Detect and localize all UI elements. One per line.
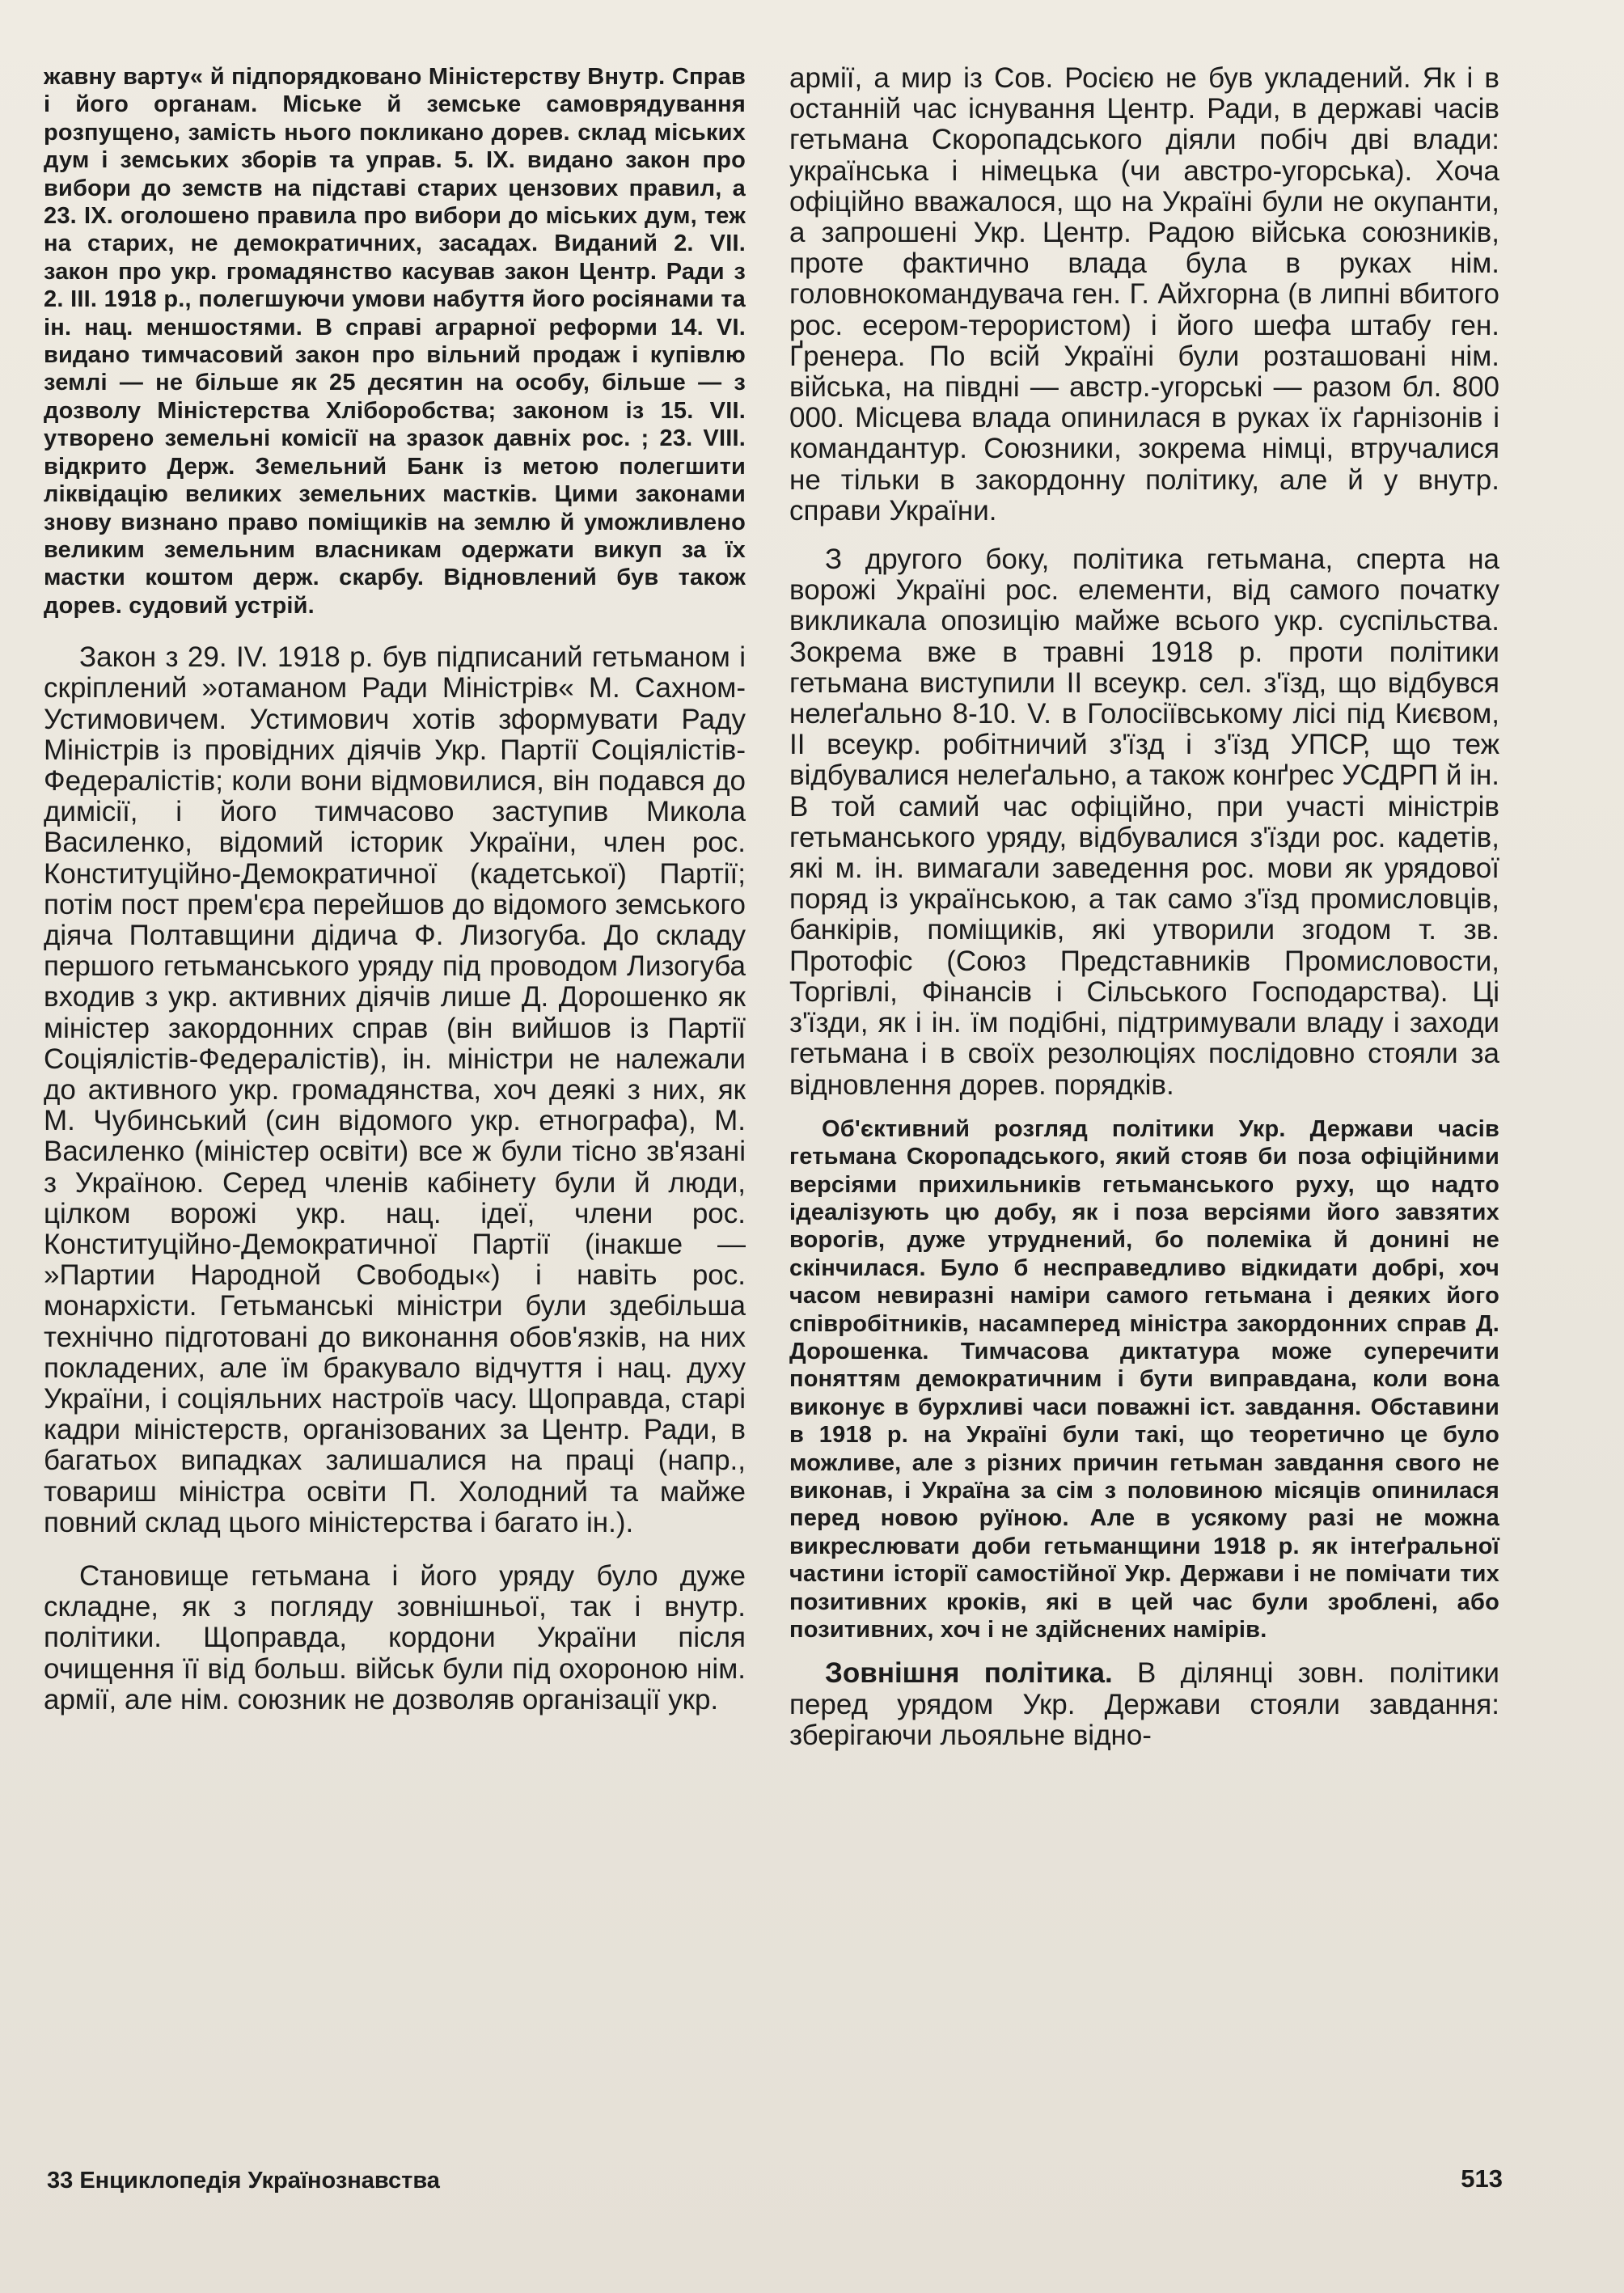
right-paragraph-3: Об'єктивний розгляд політики Укр. Держави часів гетьмана Скоропадського, який стояв би поза офіційними версіями прихильників гетьманського руху, що надто ідеалізують цю добу, як і поза версіями його завзятих ворогів, дуже утруднений, бо полеміка й донині не скінчилася. Було б несправедливо відкидати добрі, хоч часом невиразні наміри самого гетьмана і деяких його співробітників, насамперед міністра закордонних справ Д. Дорошенка. Тимчасова диктатура може суперечити поняттям демократичним і бути виправдана, коли вона виконує в бурхливі часи поважні іст. завдання. Обставини в 1918 р. на Україні були такі, що теоретично це було можливе, але з різних причин гетьман завдання свого не виконав, і Україна за сім з половиною місяців опинилася перед новою руїною. Але в усякому разі не можна викреслювати доби гетьманщини 1918 р. як інтеґральної частини історії самостійної Укр. Держави і не помічати тих позитивних кроків, які в цей час були зроблені, або позитивних, хоч і не здійснених намірів. <box>789 1115 1499 1644</box>
section-heading-foreign-policy: Зовнішня політика. <box>825 1657 1113 1690</box>
left-paragraph-2: Закон з 29. IV. 1918 р. був підписаний гетьманом і скріплений »отаманом Ради Міністрів« М. Сахном-Устимовичем. Устимович хотів зформувати Раду Міністрів із провідних діячів Укр. Партії Соціялістів-Федералістів; коли вони відмовилися, він подався до димісії, і його тимчасово заступив Микола Василенко, відомий історик України, член рос. Конституційно-Демократичної (кадетської) Партії; потім пост прем'єра перейшов до відомого земського діяча Полтавщини дідича Ф. Лизогуба. До складу першого гетьманського уряду під проводом Лизогуба входив з укр. активних діячів лише Д. Дорошенко як міністер закордонних справ (він вийшов із Партії Соціялістів-Федералістів), ін. міністри не належали до активного укр. громадянства, хоч деякі з них, як М. Чубинський (син відомого укр. етнографа), М. Василенко (міністер освіти) все ж були тісно зв'язані з Україною. Серед членів кабінету були й люди, цілком ворожі укр. нац. ідеї, члени рос. Конституційно-Демократичної Партії (інакше — »Партии Народной Свободы«) і навіть рос. монархісти. Гетьманські міністри були здебільша технічно підготовані до виконання обов'язків, на них покладених, але їм бракувало відчуття і нац. духу України, і соціяльних настроїв часу. Щоправда, старі кадри міністерств, організованих за Центр. Ради, в багатьох випадках залишалися на праці (напр., товариш міністра освіти П. Холодний та майже повний склад цього міністерства і багато ін.). <box>44 641 746 1538</box>
right-paragraph-4 <box>789 1658 1499 1751</box>
right-paragraph-4-text: В ділянці зовн. політики перед урядом Укр. Держави стояли завдання: зберігаючи льояльне відно- <box>789 1657 1499 1751</box>
left-paragraph-1: жавну варту« й підпорядковано Міністерству Внутр. Справ і його органам. Міське й земське самоврядування розпущено, замість нього покликано дорев. склад міських дум і земських зборів та управ. 5. IX. видано закон про вибори до земств на підставі старих цензових правил, а 23. IX. оголошено правила про вибори до міських дум, теж на старих, не демократичних, засадах. Виданий 2. VII. закон про укр. громадянство касував закон Центр. Ради з 2. III. 1918 р., полегшуючи умови набуття його росіянами та ін. нац. меншостями. В справі аграрної реформи 14. VI. видано тимчасовий закон про вільний продаж і купівлю землі — не більше як 25 десятин на особу, більше — з дозволу Міністерства Хліборобства; законом із 15. VII. утворено земельні комісії на зразок давніх рос. ; 23. VIII. відкрито Держ. Земельний Банк із метою полегшити ліквідацію великих земельних мастків. Цими законами знову визнано право поміщиків на землю й уможливлено великим земельним власникам одержати викуп за їх мастки коштом держ. скарбу. Відновлений був також дорев. судовий устрій. <box>44 64 746 619</box>
left-column <box>44 63 746 1716</box>
left-paragraph-3: Становище гетьмана і його уряду було дуже складне, як з погляду зовнішньої, так і внутр. політики. Щоправда, кордони України після очищення її від больш. військ були під охороною нім. армії, але нім. союзник не дозволяв організації укр. <box>44 1560 746 1716</box>
page-number: 513 <box>1461 2164 1503 2193</box>
right-column <box>789 63 1499 1751</box>
footer-signature: 33 Енциклопедія Українознавства <box>47 2168 440 2194</box>
right-paragraph-2: З другого боку, політика гетьмана, сперта на ворожі Україні рос. елементи, від самого початку викликала опозицію майже всього укр. суспільства. Зокрема вже в травні 1918 р. проти політики гетьмана виступили II всеукр. сел. з'їзд, що відбувся нелеґально 8-10. V. в Голосіївському лісі під Києвом, II всеукр. робітничий з'їзд і з'їзд УПСР, що теж відбувалися нелеґально, а також конґрес УСДРП й ін. В той самий час офіційно, при участі міністрів гетьманського уряду, відбувалися з'їзди рос. кадетів, які м. ін. вимагали заведення рос. мови як урядової поряд із українською, а так само з'їзд промисловців, банкірів, поміщиків, які утворили згодом т. зв. Протофіс (Союз Представників Промисловости, Торгівлі, Фінансів і Сільського Господарства). Ці з'їзди, як і ін. їм подібні, підтримували владу і заходи гетьмана і в своїх резолюціях послідовно стояли за відновлення дорев. порядків. <box>789 544 1499 1101</box>
right-paragraph-1: армії, а мир із Сов. Росією не був укладений. Як і в останній час існування Центр. Ради, в державі часів гетьмана Скоропадського діяли побіч дві влади: українська і німецька (чи австро-угорська). Хоча офіційно вважалося, що на Україні були не окупанти, а запрошені Укр. Центр. Радою війська союзників, проте фактично влада була в руках нім. головнокомандувача ген. Г. Айхгорна (в липні вбитого рос. есером-терористом) і його шефа штабу ген. Ґренера. По всій Україні були розташовані нім. війська, на півдні — австр.-угорські — разом бл. 800 000. Місцева влада опинилася в руках їх ґарнізонів і командантур. Союзники, зокрема німці, втручалися не тільки в закордонну політику, але й у внутр. справи України. <box>789 62 1499 527</box>
